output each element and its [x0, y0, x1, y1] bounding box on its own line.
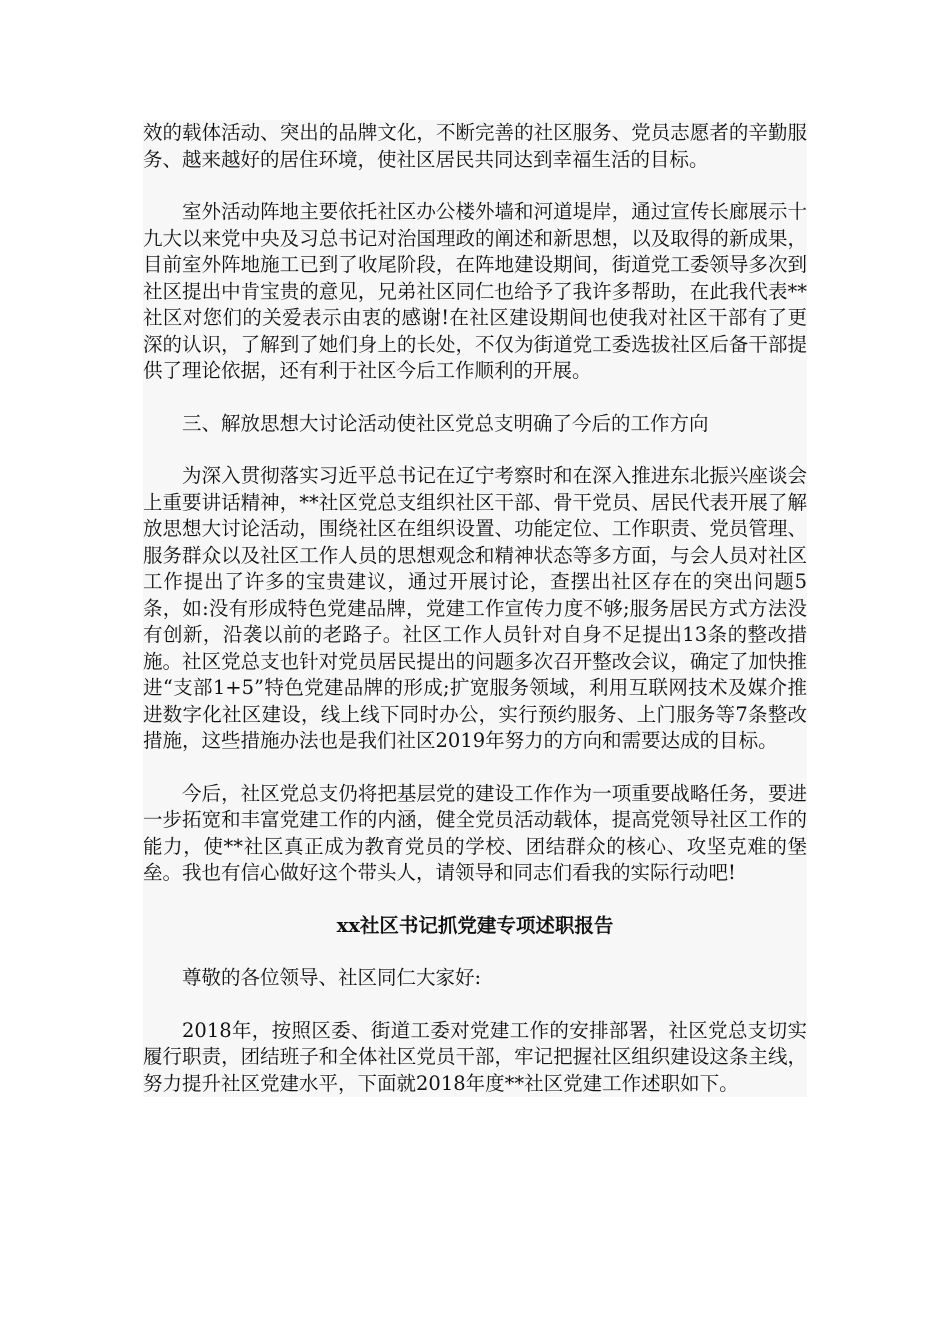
paragraph-continuation: 效的载体活动、突出的品牌文化，不断完善的社区服务、党员志愿者的辛勤服务、越来越好的居住环境，使社区居民共同达到幸福生活的目标。 [143, 121, 807, 171]
document-page [143, 120, 807, 1097]
paragraph-gap [143, 385, 807, 411]
paragraph-gap [143, 939, 807, 965]
greeting: 尊敬的各位领导、社区同仁大家好: [182, 966, 482, 989]
paragraph-discussion: 为深入贯彻落实习近平总书记在辽宁考察时和在深入推进东北振兴座谈会上重要讲话精神，**社区党总支组织社区干部、骨干党员、居民代表开展了解放思想大讨论活动，围绕社区在组织设置、功能定位、工作职责、党员管理、服务群众以及社区工作人员的思想观念和精神状态等多方面，与会人员对社区工作提出了许多的宝贵建议，通过开展讨论，查摆出社区存在的突出问题5条，如:没有形成特色党建品牌，党建工作宣传力度不够;服务居民方式方法没有创新，沿袭以前的老路子。社区工作人员针对自身不足提出13条的整改措施。社区党总支也针对党员居民提出的问题多次召开整改会议，确定了加快推进“支部1+5”特色党建品牌的形成;扩宽服务领域，利用互联网技术及媒介推进数字化社区建设，线上线下同时办公，实行预约服务、上门服务等7条整改措施，这些措施办法也是我们社区2019年努力的方向和需要达成的目标。 [143, 464, 807, 752]
section-heading-three: 三、解放思想大讨论活动使社区党总支明确了今后的工作方向 [182, 411, 709, 435]
paragraph-2018-report: 2018年，按照区委、街道工委对党建工作的安排部署，社区党总支切实履行职责，团结班子和全体社区党员干部，牢记把握社区组织建设这条主线，努力提升社区党建水平，下面就2018年度**社区党建工作述职如下。 [143, 1018, 807, 1095]
paragraph-gap [143, 173, 807, 199]
paragraph-outdoor-venue: 室外活动阵地主要依托社区办公楼外墙和河道堤岸，通过宣传长廊展示十九大以来党中央及习总书记对治国理政的阐述和新思想，以及取得的新成果，目前室外阵地施工已到了收尾阶段，在阵地建设期间，街道党工委领导多次到社区提出中肯宝贵的意见，兄弟社区同仁也给予了我许多帮助，在此我代表**社区对您们的关爱表示由衷的感谢!在社区建设期间也使我对社区干部有了更深的认识，了解到了她们身上的长处，不仅为街道党工委选拔社区后备干部提供了理论依据，还有利于社区今后工作顺利的开展。 [143, 200, 807, 382]
report-title: xx社区书记抓党建专项述职报告 [336, 913, 614, 937]
paragraph-future: 今后，社区党总支仍将把基层党的建设工作作为一项重要战略任务，要进一步拓宽和丰富党建工作的内涵，健全党员活动载体，提高党领导社区工作的能力，使**社区真正成为教育党员的学校、团结群众的核心、攻坚克难的堡垒。我也有信心做好这个带头人，请领导和同志们看我的实际行动吧! [143, 781, 807, 884]
paragraph-gap [143, 437, 807, 463]
paragraph-gap [143, 755, 807, 781]
paragraph-gap [143, 992, 807, 1018]
paragraph-gap [143, 887, 807, 913]
